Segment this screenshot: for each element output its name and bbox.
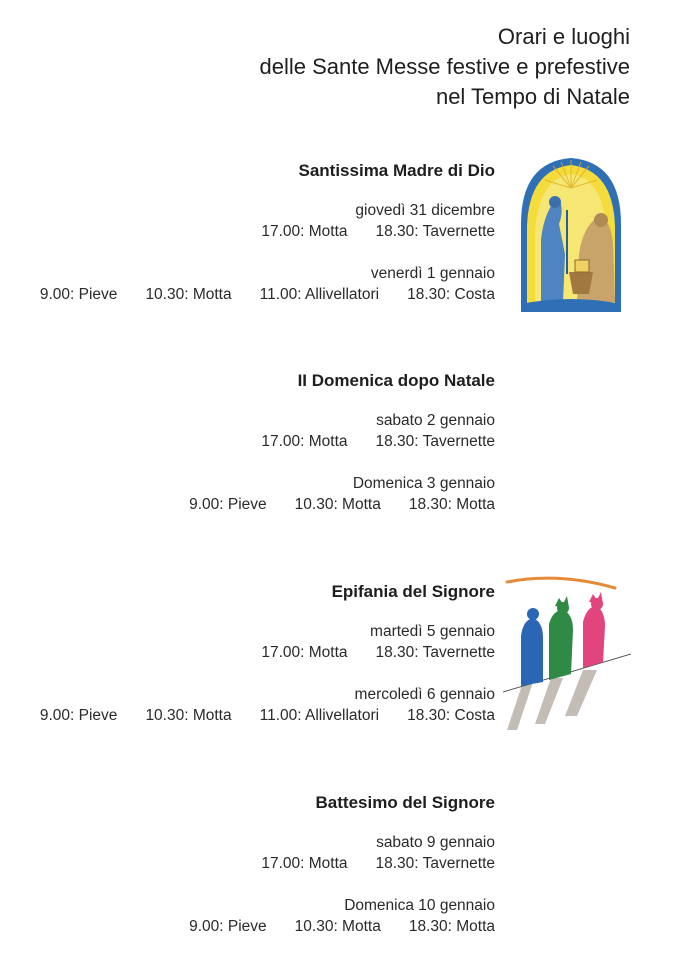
mass-time: 9.00: Pieve (39, 286, 118, 303)
section-domenica-dopo-natale (0, 368, 495, 515)
day-date: martedì 5 gennaio (370, 623, 495, 640)
mass-time: 18.30: Motta (408, 918, 495, 935)
mass-time: 11.00: Allivellatori (259, 707, 380, 724)
feast-title: II Domenica dopo Natale (297, 371, 495, 390)
day-date: venerdì 1 gennaio (370, 265, 495, 282)
mass-time: 9.00: Pieve (189, 918, 267, 935)
mass-time: 18.30: Tavernette (375, 644, 495, 661)
day-date: sabato 2 gennaio (376, 412, 495, 429)
mass-list (0, 853, 495, 874)
mass-time: 9.00: Pieve (189, 496, 267, 513)
section-epifania (0, 579, 495, 726)
title-line-2: delle Sante Messe festive e prefestive (259, 54, 630, 79)
mass-list (0, 705, 495, 726)
mass-time: 10.30: Motta (145, 707, 232, 724)
mass-time: 18.30: Costa (407, 286, 495, 303)
day-date: giovedì 31 dicembre (355, 202, 495, 219)
day-date: Domenica 10 gennaio (344, 897, 495, 914)
mass-time: 17.00: Motta (261, 223, 348, 240)
nativity-illustration-icon (517, 154, 625, 314)
mass-time: 10.30: Motta (294, 496, 381, 513)
title-line-3: nel Tempo di Natale (435, 84, 630, 109)
feast-title: Epifania del Signore (331, 582, 495, 601)
mass-list (0, 642, 495, 663)
mass-time: 10.30: Motta (145, 286, 232, 303)
mass-time: 10.30: Motta (294, 918, 381, 935)
section-battesimo (0, 790, 495, 937)
page-title (259, 22, 630, 112)
mass-time: 9.00: Pieve (39, 707, 118, 724)
title-line-1: Orari e luoghi (497, 24, 630, 49)
mass-list (0, 431, 495, 452)
mass-time: 17.00: Motta (261, 433, 348, 450)
mass-time: 18.30: Tavernette (375, 433, 495, 450)
mass-time: 11.00: Allivellatori (259, 286, 380, 303)
magi-illustration-icon (503, 574, 631, 734)
feast-title: Battesimo del Signore (315, 793, 495, 812)
mass-time: 17.00: Motta (261, 644, 348, 661)
mass-time: 18.30: Tavernette (375, 855, 495, 872)
day-date: Domenica 3 gennaio (352, 475, 495, 492)
mass-list (0, 284, 495, 305)
mass-time: 18.30: Motta (408, 496, 495, 513)
mass-list (0, 221, 495, 242)
day-date: sabato 9 gennaio (376, 834, 495, 851)
mass-time: 17.00: Motta (261, 855, 348, 872)
mass-time: 18.30: Tavernette (375, 223, 495, 240)
mass-time: 18.30: Costa (407, 707, 495, 724)
mass-list (0, 916, 495, 937)
feast-title: Santissima Madre di Dio (298, 161, 495, 180)
day-date: mercoledì 6 gennaio (354, 686, 495, 703)
section-madre-di-dio (0, 158, 495, 305)
mass-list (0, 494, 495, 515)
